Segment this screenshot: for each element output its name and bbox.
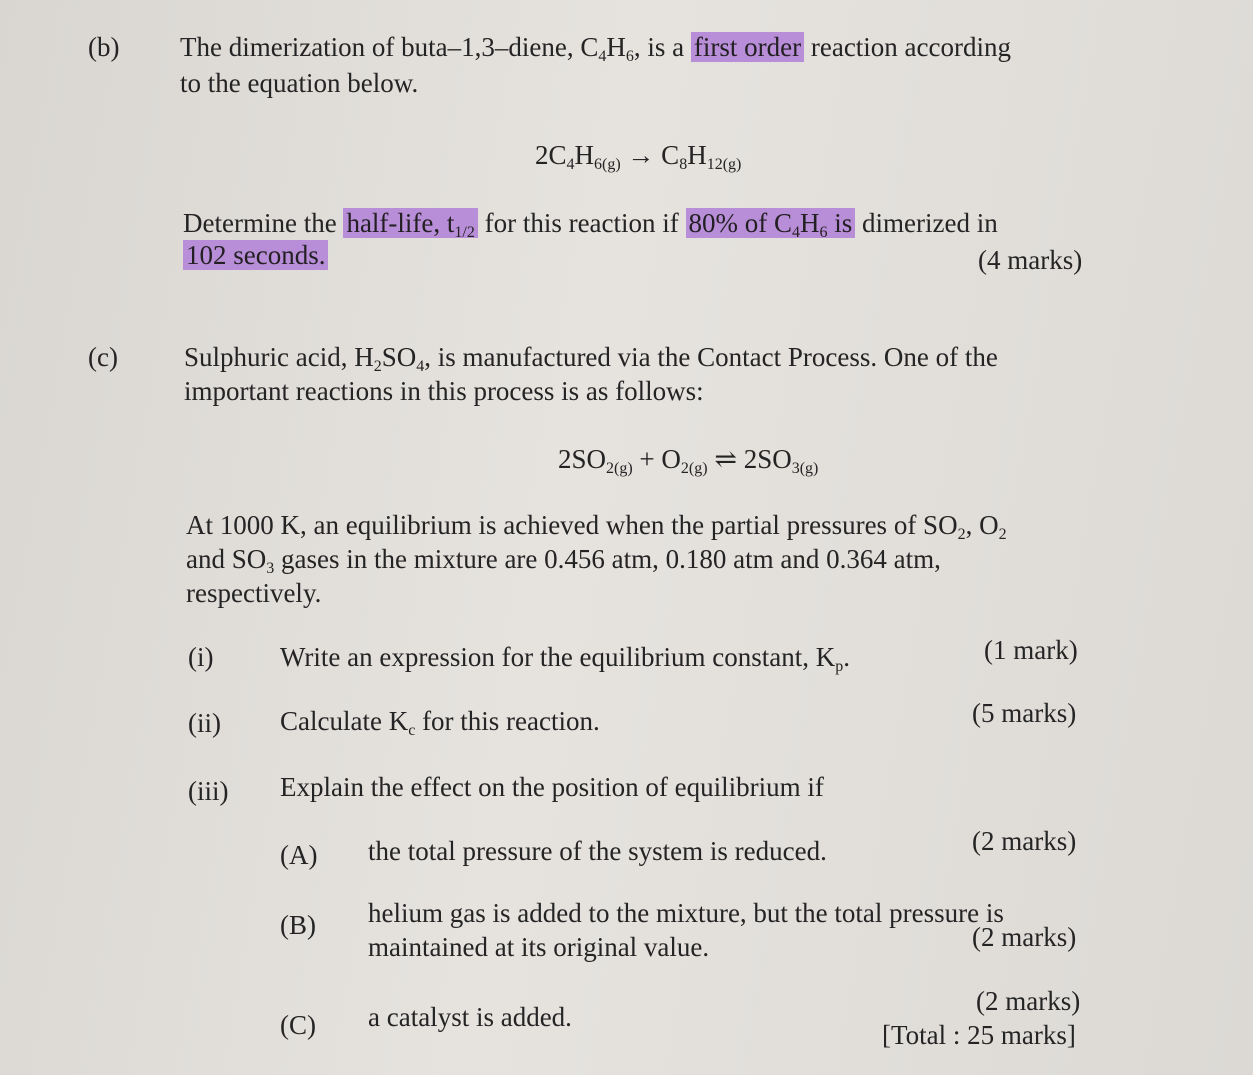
part-c-label: (c)	[88, 342, 118, 372]
question-B-line2: maintained at its original value.	[368, 932, 710, 962]
part-c-para-line2: and $SO_3$ gases in the mixture are 0.456 atm, 0.180 atm and 0.364 atm,	[186, 544, 941, 577]
question-B-line1: helium gas is added to the mixture, but the total pressure is	[368, 898, 1004, 928]
question-ii-marks: (5 marks)	[972, 698, 1077, 728]
part-b-question: Determine the half-life, $t_{1/2}$ for this reaction if 80% of $C_4H_6$ is dimerized in	[183, 208, 998, 241]
dimerization-equation: $2C_4H_{6(g)} \to C_8H_{12(g)}$	[535, 140, 742, 173]
question-i-marks: (1 mark)	[984, 635, 1078, 665]
question-iii-text: Explain the effect on the position of equilibrium if	[280, 772, 824, 802]
question-A-marks: (2 marks)	[972, 826, 1077, 856]
question-ii-label: (ii)	[188, 708, 221, 738]
part-c-line1: Sulphuric acid, $H_2SO_4$, is manufactured via the Contact Process. One of the	[184, 342, 998, 375]
question-i-text: Write an expression for the equilibrium constant, $K_p$.	[280, 642, 851, 675]
question-C-label: (C)	[280, 1010, 316, 1040]
question-C-text: a catalyst is added.	[368, 1002, 572, 1032]
part-b-line1: The dimerization of buta–1,3–diene, $C_4H_6$, is a first order reaction according	[180, 32, 1011, 65]
part-c-para-line1: At 1000 K, an equilibrium is achieved when the partial pressures of $SO_2$, $O_2$	[186, 510, 1007, 543]
part-c-para-line3: respectively.	[186, 578, 322, 608]
highlight-102-seconds: 102 seconds.	[183, 240, 328, 270]
highlight-first-order: first order	[691, 32, 804, 62]
question-B-marks: (2 marks)	[972, 922, 1077, 952]
total-marks: [Total : 25 marks]	[882, 1020, 1076, 1050]
contact-process-equation: $2SO_{2(g)} + O_{2(g)}$ ⇌ $2SO_{3(g)}$	[558, 444, 819, 477]
highlight-80-percent: 80% of $C_4H_6$ is	[686, 208, 856, 238]
question-A-text: the total pressure of the system is reduced.	[368, 836, 827, 866]
part-c-line2: important reactions in this process is as follows:	[184, 376, 704, 406]
part-b-label: (b)	[88, 32, 120, 62]
highlight-half-life: half-life, $t_{1/2}$	[343, 208, 477, 238]
question-C-marks: (2 marks)	[976, 986, 1081, 1016]
question-ii-text: Calculate $K_c$ for this reaction.	[280, 706, 600, 739]
part-b-line2: to the equation below.	[180, 68, 419, 98]
question-B-label: (B)	[280, 910, 316, 940]
question-i-label: (i)	[188, 642, 214, 672]
part-b-marks: (4 marks)	[978, 245, 1083, 275]
question-iii-label: (iii)	[188, 776, 229, 806]
question-A-label: (A)	[280, 840, 318, 870]
part-b-question-line2	[183, 240, 328, 271]
